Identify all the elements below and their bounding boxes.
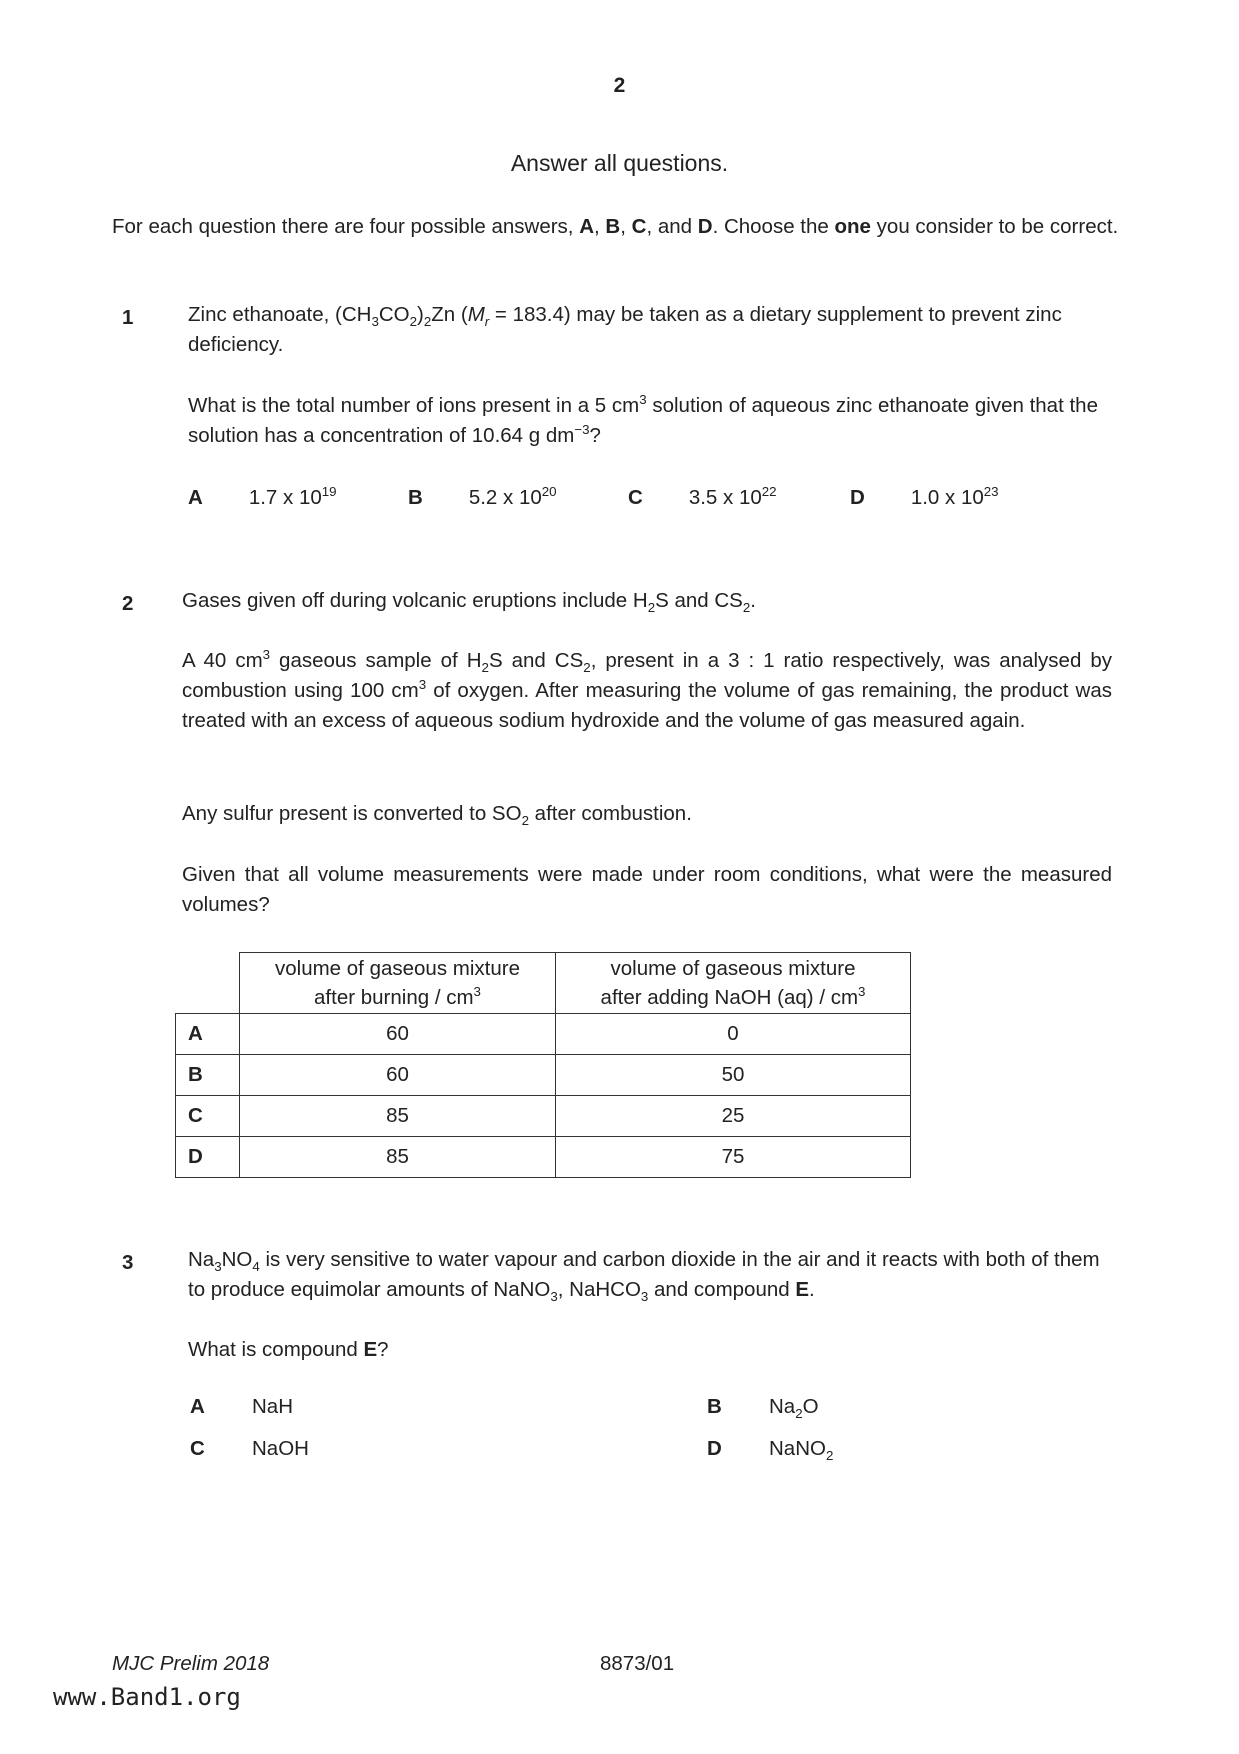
question-2-stem: Gases given off during volcanic eruptions include $H_2S$ and $CS_2$.: [182, 589, 756, 616]
q3-option-c[interactable]: C NaOH: [190, 1437, 309, 1460]
q1-option-b[interactable]: B 5.2 x $10^{20}$: [408, 484, 557, 509]
question-2-options-table: [175, 952, 911, 1178]
table-row[interactable]: B 60 50: [176, 1055, 911, 1096]
question-1-number: 1: [122, 306, 134, 329]
question-2-prompt: Given that all volume measurements were made under room conditions, what were the measured volumes?: [182, 863, 1112, 916]
question-3-prompt: What is compound E?: [188, 1338, 389, 1361]
table-header-after-burning: volume of gaseous mixture after burning / $cm^3$: [240, 953, 556, 1014]
footer-paper-code: 8873/01: [600, 1652, 675, 1675]
question-1-stem: Zinc ethanoate, $(CH_3CO_2)_2Zn$ $(M_r = 183.4)$ may be taken as a dietary supplement to prevent zinc deficiency.: [188, 303, 1062, 356]
table-row[interactable]: D 85 75: [176, 1137, 911, 1178]
table-row[interactable]: A 60 0: [176, 1014, 911, 1055]
footer-exam-name: MJC Prelim 2018: [112, 1652, 270, 1675]
table-row[interactable]: C 85 25: [176, 1096, 911, 1137]
question-2-description: A 40 $cm^3$ gaseous sample of $H_2S$ and $CS_2$, present in a 3 : 1 ratio respectively, was analysed by combustion using 100 $cm^3$ of oxygen. After measuring the volume of gas remaining, the product was treated with an excess of aqueous sodium hydroxide and the volume of gas measured again.: [182, 647, 1112, 732]
question-3-number: 3: [122, 1251, 134, 1274]
question-3-stem: $Na_3NO_4$ is very sensitive to water vapour and carbon dioxide in the air and it reacts with both of them to produce equimolar amounts of NaNO$_3$, NaHCO$_3$ and compound E.: [188, 1248, 1100, 1305]
q3-option-d[interactable]: D NaNO$_2$: [707, 1437, 834, 1464]
q3-option-b[interactable]: B $Na_2O$: [707, 1395, 819, 1422]
instructions-text: For each question there are four possible answers, A, B, C, and D. Choose the one you consider to be correct.: [112, 215, 1119, 238]
instructions-heading: Answer all questions.: [510, 150, 729, 176]
watermark-url: www.Band1.org: [53, 1683, 241, 1711]
question-2-number: 2: [122, 592, 134, 615]
page-number: 2: [613, 74, 626, 97]
question-1-options: [188, 486, 1088, 516]
q1-option-a[interactable]: A 1.7 x $10^{19}$: [188, 484, 337, 509]
q1-option-c[interactable]: C 3.5 x $10^{22}$: [628, 484, 777, 509]
table-header-after-naoh: volume of gaseous mixture after adding NaOH $(aq) / cm^3$: [556, 953, 911, 1014]
q1-option-d[interactable]: D 1.0 x $10^{23}$: [850, 484, 999, 509]
question-1-prompt: What is the total number of ions present in a 5 $cm^3$ solution of aqueous zinc ethanoate given that the solution has a concentration of 10.64 g $dm^{-3}$?: [188, 392, 1098, 447]
question-2-note: Any sulfur present is converted to $SO_2$ after combustion.: [182, 802, 692, 829]
q3-option-a[interactable]: A NaH: [190, 1395, 294, 1418]
